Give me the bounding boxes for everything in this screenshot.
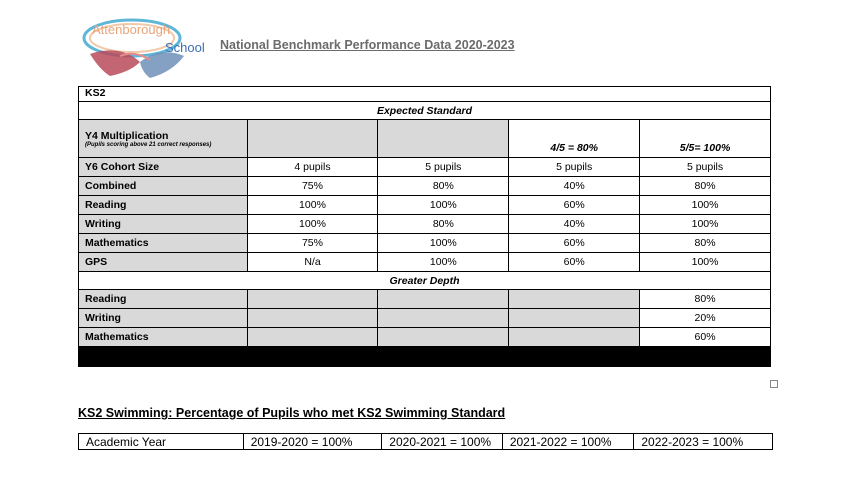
table-cell: 60% [640,328,771,347]
logo-text-line2: School [165,40,205,55]
table-cell: 5 pupils [378,158,509,177]
table-row [79,102,771,120]
table-cell [509,309,640,328]
ks2-label: KS2 [79,87,771,102]
table-row [79,87,771,102]
table-footer-bar [79,347,771,367]
section-heading-greater: Greater Depth [79,272,771,290]
table-cell: 80% [640,290,771,309]
table-row [79,309,771,328]
table-cell [378,290,509,309]
black-bar [79,347,771,367]
table-cell [378,309,509,328]
table-cell: 80% [378,215,509,234]
row-label [79,120,248,158]
table-row [79,196,771,215]
table-cell: 4/5 = 80% [509,120,640,158]
table-cell: 60% [509,196,640,215]
y4-sublabel: (Pupils scoring above 21 correct responses) [85,141,212,148]
table-cell: 2020-2021 = 100% [382,434,503,450]
table-cell [378,120,509,158]
table-row [79,158,771,177]
table-cell: 2022-2023 = 100% [634,434,773,450]
ks2-performance-table [78,86,771,367]
row-label: Mathematics [79,328,248,347]
table-cell: 40% [509,215,640,234]
table-cell: 80% [378,177,509,196]
row-label: Y6 Cohort Size [79,158,248,177]
table-cell: 5/5= 100% [640,120,771,158]
table-cell: 80% [640,234,771,253]
table-row [79,120,771,158]
row-label: Writing [79,215,248,234]
table-row [79,290,771,309]
row-label: Writing [79,309,248,328]
table-cell: 100% [247,196,378,215]
table-cell: 100% [640,196,771,215]
table-cell: 60% [509,253,640,272]
table-cell [509,328,640,347]
table-cell: 80% [640,177,771,196]
table-cell: 20% [640,309,771,328]
swimming-table [78,433,773,450]
table-cell: 4 pupils [247,158,378,177]
table-cell [378,328,509,347]
table-cell [247,120,378,158]
table-row [79,434,773,450]
row-label: GPS [79,253,248,272]
row-label: Mathematics [79,234,248,253]
table-cell: 40% [509,177,640,196]
table-cell: 100% [378,196,509,215]
table-cell: 100% [640,253,771,272]
table-resize-handle[interactable] [770,380,778,388]
table-cell: 100% [378,253,509,272]
table-cell: 75% [247,234,378,253]
table-row [79,272,771,290]
table-cell: 5 pupils [509,158,640,177]
section-heading-expected: Expected Standard [79,102,771,120]
table-row [79,328,771,347]
y4-label: Y4 Multiplication [85,129,169,142]
table-cell [247,290,378,309]
table-cell: 100% [378,234,509,253]
table-cell: 100% [640,215,771,234]
table-row [79,253,771,272]
table-cell: 60% [509,234,640,253]
swimming-title: KS2 Swimming: Percentage of Pupils who met KS2 Swimming Standard [78,406,506,420]
table-cell: 100% [247,215,378,234]
table-cell [247,309,378,328]
table-cell: N/a [247,253,378,272]
logo-text-line1: Attenborough [92,22,171,37]
document-title: National Benchmark Performance Data 2020-2023 [220,38,515,52]
table-cell: 2021-2022 = 100% [502,434,634,450]
table-row [79,177,771,196]
row-label: Academic Year [79,434,244,450]
table-cell: 75% [247,177,378,196]
row-label: Reading [79,196,248,215]
row-label: Combined [79,177,248,196]
table-cell: 5 pupils [640,158,771,177]
table-row [79,215,771,234]
table-row [79,234,771,253]
table-cell [509,290,640,309]
row-label: Reading [79,290,248,309]
table-cell: 2019-2020 = 100% [243,434,382,450]
table-cell [247,328,378,347]
